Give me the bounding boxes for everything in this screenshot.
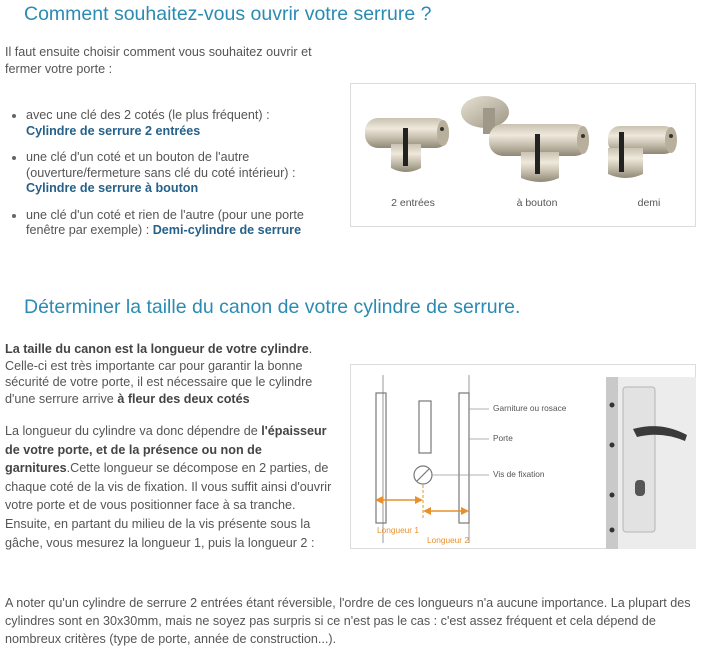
- link-cylindre-a-bouton[interactable]: Cylindre de serrure à bouton: [26, 181, 199, 195]
- note-paragraph: A noter qu'un cylindre de serrure 2 entrées étant réversible, l'ordre de ces longueurs n'a aucune importance. La plupart des cylindres sont en 30x30mm, mais ne soyez pas surpris si ce n'est pas le cas : c'est assez fréquent et cela dépend de nombreux critères (type de porte, année de construction...).: [5, 596, 691, 646]
- longueur-1-arrow-icon: [375, 496, 423, 504]
- label-porte: Porte: [493, 433, 513, 443]
- door-section-diagram: [351, 365, 697, 550]
- demi-cylinder-icon: [608, 126, 677, 178]
- cylinder-types-image: [350, 83, 696, 227]
- section1-title: Comment souhaitez-vous ouvrir votre serrure ?: [24, 3, 432, 25]
- keyhole-icon: [635, 480, 645, 496]
- caption-a-bouton: à bouton: [516, 197, 558, 209]
- label-longueur-2: Longueur 2: [427, 535, 469, 545]
- caption-2-entrees: 2 entrées: [391, 197, 435, 209]
- cylinder-type-list: [8, 108, 338, 247]
- bullet-icon: [12, 214, 16, 218]
- cylinder-2-entrees-icon: [365, 118, 449, 172]
- label-garniture: Garniture ou rosace: [493, 403, 567, 413]
- section2-title: Déterminer la taille du canon de votre cylindre de serrure.: [24, 296, 521, 318]
- label-vis-fixation: Vis de fixation: [493, 469, 545, 479]
- cylinder-a-bouton-icon: [461, 96, 589, 182]
- list-item: une clé d'un coté et un bouton de l'autre (ouverture/fermeture sans clé du coté intérieur) : Cylindre de serrure à bouton: [8, 150, 338, 197]
- list-item: une clé d'un coté et rien de l'autre (pour une porte fenêtre par exemple) : Demi-cylindre de serrure: [8, 208, 338, 239]
- section2-paragraph-1: La taille du canon est la longueur de votre cylindre. Celle-ci est très importante car pour garantir la bonne sécurité de votre porte, il est nécessaire que le cylindre d'une serrure arrive à fleur des deux cotés: [5, 342, 313, 406]
- section2-paragraph-2: La longueur du cylindre va donc dépendre de l'épaisseur de votre porte, et de la présence ou non de garnitures.Cette longueur se décompose en 2 parties, de chaque coté de la vis de fixation. Il vous suffit ainsi d'ouvrir votre porte et de vous positionner face à sa tranche. Ensuite, en partant du milieu de la vis présente sous la gâche, vous mesurez la longueur 1, puis la longueur 2 :: [5, 424, 332, 550]
- caption-demi: demi: [637, 197, 661, 209]
- bullet-icon: [12, 114, 16, 118]
- link-demi-cylindre[interactable]: Demi-cylindre de serrure: [152, 223, 302, 237]
- section1-intro: Il faut ensuite choisir comment vous souhaitez ouvrir et fermer votre porte :: [5, 45, 312, 76]
- list-item: avec une clé des 2 cotés (le plus fréquent) : Cylindre de serrure 2 entrées: [8, 108, 338, 139]
- link-cylindre-2-entrees[interactable]: Cylindre de serrure 2 entrées: [26, 123, 201, 138]
- longueur-2-arrow-icon: [423, 507, 469, 515]
- bullet-icon: [12, 156, 16, 160]
- cylinder-measure-diagram: [350, 364, 696, 549]
- label-longueur-1: Longueur 1: [377, 525, 419, 535]
